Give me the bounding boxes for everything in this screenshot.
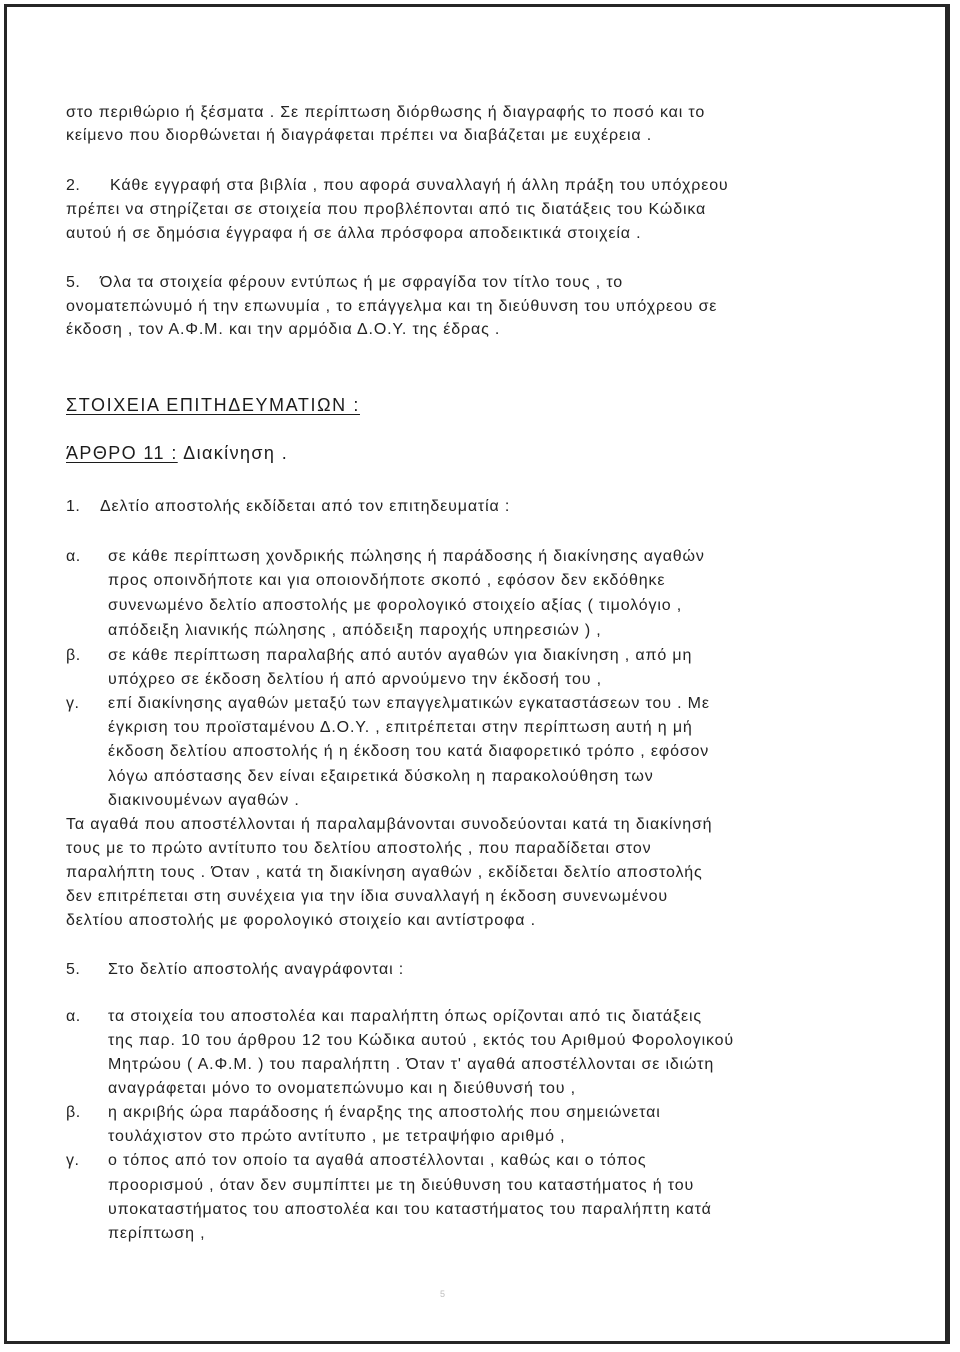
goods-line-3: παραλήπτη τους . Όταν , κατά τη διακίνηση αγαθών , εκδίδεται δελτίο αποστολής: [66, 864, 703, 881]
para5-number: 5.: [66, 274, 81, 291]
case-b-line-1: σε κάθε περίπτωση παραλαβής από αυτόν αγαθών για διακίνηση , από μη: [108, 647, 693, 664]
case5-marker-a: α.: [66, 1008, 81, 1025]
case5-a-line-3: Μητρώου ( Α.Φ.Μ. ) του παραλήπτη . Όταν τ' αγαθά αποστέλλονται σε ιδιώτη: [108, 1056, 715, 1073]
para5-line-1: Όλα τα στοιχεία φέρουν εντύπως ή με σφραγίδα τον τίτλο τους , το: [100, 274, 624, 291]
case-c-line-5: διακινουμένων αγαθών .: [108, 792, 300, 809]
case-a-line-2: προς οποινδήποτε και για οποιονδήποτε σκοπό , εφόσον δεν εκδόθηκε: [108, 572, 666, 589]
case5-a-line-2: της παρ. 10 του άρθρου 12 του Κώδικα αυτού , εκτός του Αριθμού Φορολογικού: [108, 1032, 735, 1049]
case-c-line-4: λόγω απόστασης δεν είναι εξαιρετικά δύσκολη η παρακολούθηση των: [108, 768, 654, 785]
case-c-line-1: επί διακίνησης αγαθών μεταξύ των επαγγελματικών εγκαταστάσεων του . Με: [108, 695, 710, 712]
article-label: ΆΡΘΡΟ 11 :: [66, 443, 178, 463]
case-marker-b: β.: [66, 647, 81, 664]
case5-c-line-1: ο τόπος από τον οποίο τα αγαθά αποστέλλονται , καθώς και ο τόπος: [108, 1152, 647, 1169]
item1-text: Δελτίο αποστολής εκδίδεται από τον επιτηδευματία :: [100, 498, 511, 515]
item5-text: Στο δελτίο αποστολής αναγράφονται :: [108, 961, 405, 978]
goods-line-2: τους με το πρώτο αντίτυπο του δελτίου αποστολής , που παραδίδεται στον: [66, 840, 652, 857]
para2-number: 2.: [66, 177, 81, 194]
case-c-line-3: έκδοση δελτίου αποστολής ή η έκδοση του κατά διαφορετικό τρόπο , εφόσον: [108, 743, 710, 760]
goods-line-4: δεν επιτρέπεται στη συνέχεια για την ίδια συναλλαγή η έκδοση συνενωμένου: [66, 888, 668, 905]
case5-marker-c: γ.: [66, 1152, 80, 1169]
para5-line-3: έκδοση , τον Α.Φ.Μ. και την αρμόδια Δ.Ο.Υ. της έδρας .: [66, 321, 501, 338]
case5-c-line-4: περίπτωση ,: [108, 1225, 206, 1242]
case-b-line-2: υπόχρεο σε έκδοση δελτίου ή από αρνούμενο την έκδοσή του ,: [108, 671, 602, 688]
para2-line-2: πρέπει να στηρίζεται σε στοιχεία που προβλέπονται από τις διατάξεις του Κώδικα: [66, 201, 707, 218]
case-c-line-2: έγκριση του προϊσταμένου Δ.Ο.Υ. , επιτρέπεται στην περίπτωση αυτή η μή: [108, 719, 693, 736]
article-heading: [66, 442, 288, 464]
case5-c-line-2: προορισμού , όταν δεν συμπίπτει με τη διεύθυνση του καταστήματος ή του: [108, 1177, 695, 1194]
section-heading: ΣΤΟΙΧΕΙΑ ΕΠΙΤΗΔΕΥΜΑΤΙΩΝ :: [66, 395, 360, 415]
goods-line-1: Τα αγαθά που αποστέλλονται ή παραλαμβάνονται συνοδεύονται κατά τη διακίνησή: [66, 816, 713, 833]
para2-line-1: Κάθε εγγραφή στα βιβλία , που αφορά συναλλαγή ή άλλη πράξη του υπόχρεου: [110, 177, 729, 194]
case5-b-line-2: τουλάχιστον στο πρώτο αντίτυπο , με τετραψήφιο αριθμό ,: [108, 1128, 566, 1145]
article-title: Διακίνηση .: [183, 443, 289, 463]
case5-a-line-4: αναγράφεται μόνο το ονοματεπώνυμο και η διεύθυνσή του ,: [108, 1080, 576, 1097]
intro-line-2: κείμενο που διορθώνεται ή διαγράφεται πρέπει να διαβάζεται με ευχέρεια .: [66, 127, 653, 144]
item5-number: 5.: [66, 961, 81, 978]
page-number: 5: [440, 1289, 446, 1299]
case-a-line-4: απόδειξη λιανικής πώλησης , απόδειξη παροχής υπηρεσιών ) ,: [108, 622, 602, 639]
para2-line-3: αυτού ή σε δημόσια έγγραφα ή σε άλλα πρόσφορα αποδεικτικά στοιχεία .: [66, 225, 642, 242]
para5-line-2: ονοματεπώνυμό ή την επωνυμία , το επάγγελμα και τη διεύθυνση του υπόχρεου σε: [66, 298, 718, 315]
case-marker-c: γ.: [66, 695, 80, 712]
case5-a-line-1: τα στοιχεία του αποστολέα και παραλήπτη όπως ορίζονται από τις διατάξεις: [108, 1008, 702, 1025]
case-a-line-3: συνενωμένο δελτίο αποστολής με φορολογικό στοιχείο αξίας ( τιμολόγιο ,: [108, 597, 683, 614]
goods-line-5: δελτίου αποστολής με φορολογικό στοιχείο και αντίστροφα .: [66, 912, 536, 929]
case5-b-line-1: η ακριβής ώρα παράδοσης ή έναρξης της αποστολής που σημειώνεται: [108, 1104, 661, 1121]
case-marker-a: α.: [66, 548, 81, 565]
intro-line-1: στο περιθώριο ή ξέσματα . Σε περίπτωση διόρθωσης ή διαγραφής το ποσό και το: [66, 104, 706, 121]
item1-number: 1.: [66, 498, 81, 515]
case5-c-line-3: υποκαταστήματος του αποστολέα και του καταστήματος του παραλήπτη κατά: [108, 1201, 712, 1218]
case-a-line-1: σε κάθε περίπτωση χονδρικής πώλησης ή παράδοσης ή διακίνησης αγαθών: [108, 548, 705, 565]
case5-marker-b: β.: [66, 1104, 81, 1121]
